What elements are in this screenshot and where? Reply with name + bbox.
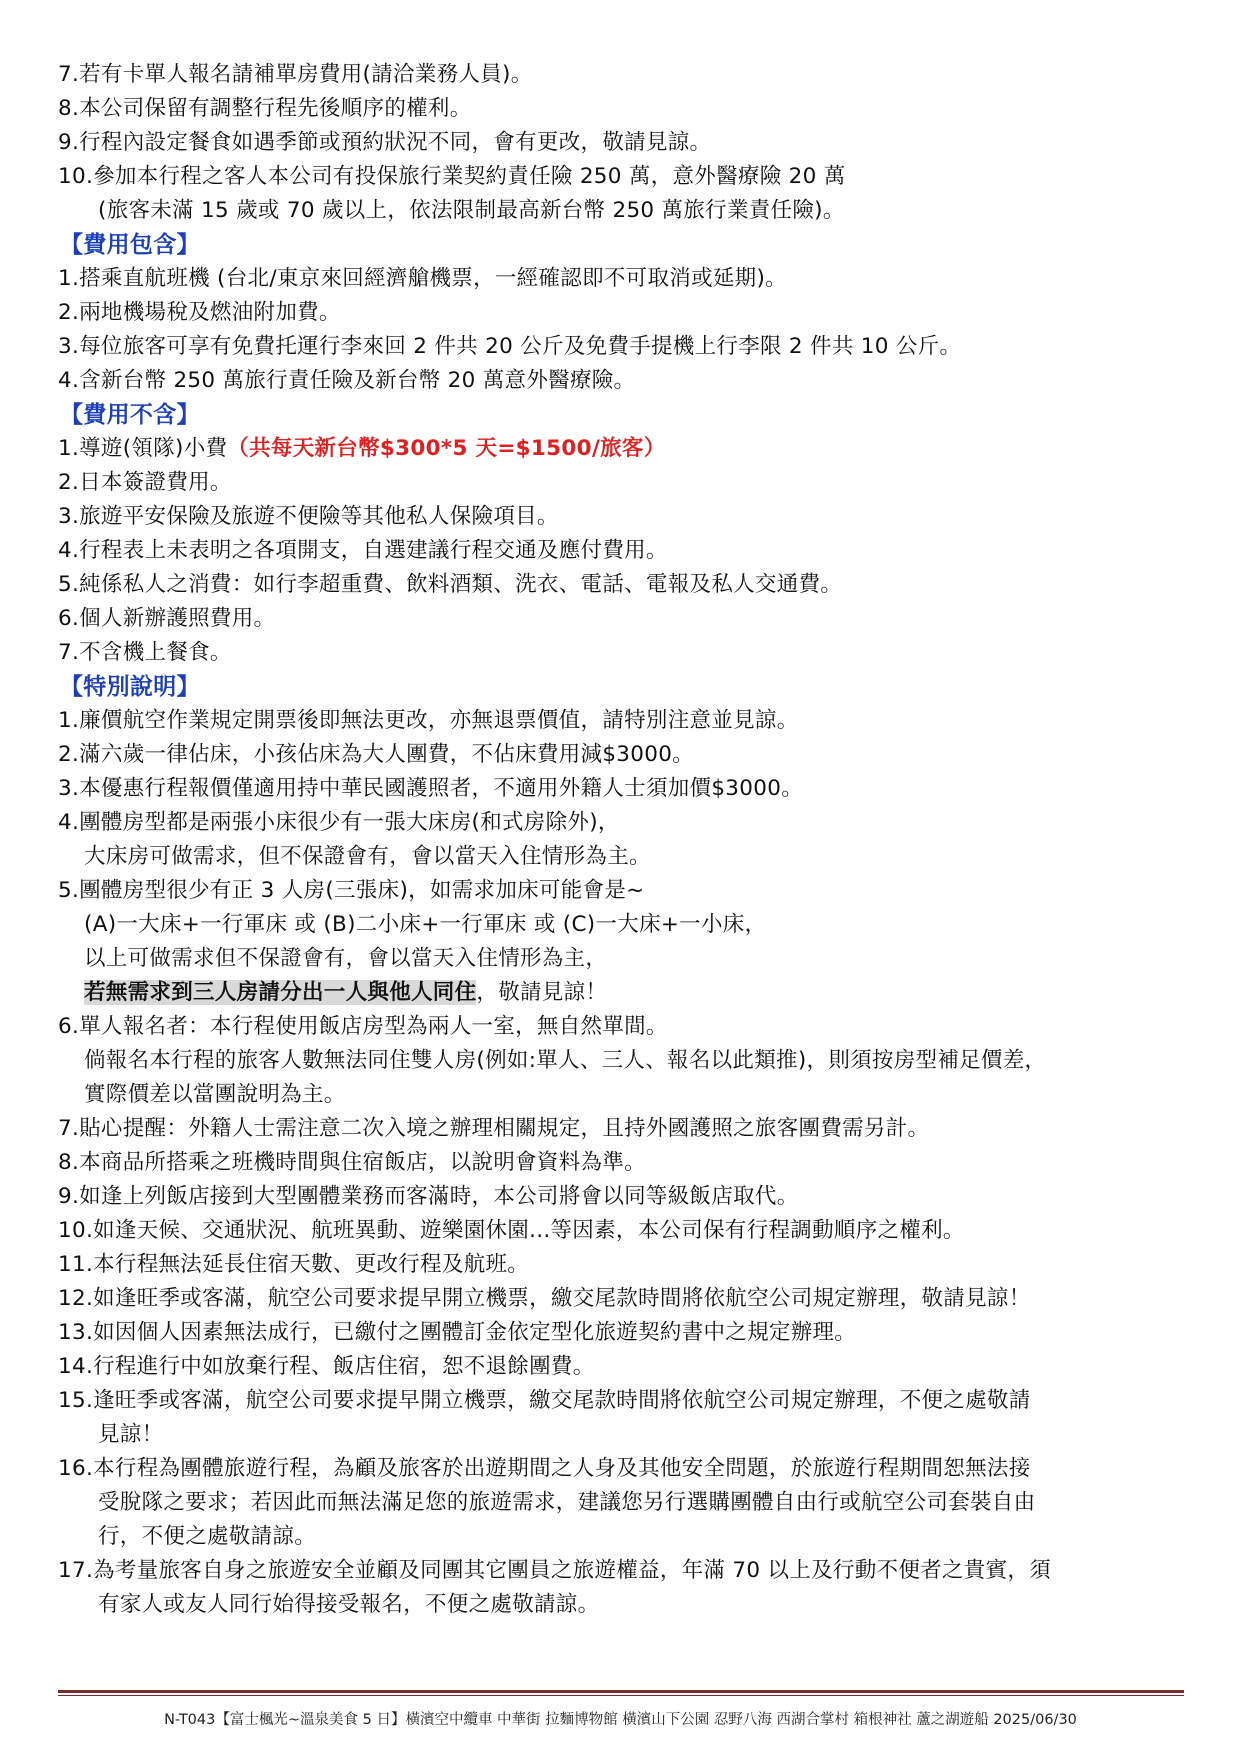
special-4-cont: 大床房可做需求，但不保證會有，會以當天入住情形為主。 (84, 844, 651, 869)
special-10: 10.如逢天候、交通狀況、航班異動、遊樂園休園...等因素，本公司保有行程調動順序之權利。 (58, 1218, 965, 1243)
note-10: 10.參加本行程之客人本公司有投保旅行業契約責任險 250 萬，意外醫療險 20 萬 (58, 164, 846, 189)
note-7: 7.若有卡單人報名請補單房費用(請洽業務人員)。 (58, 62, 533, 87)
excluded-1 (58, 432, 666, 466)
special-9: 9.如逢上列飯店接到大型團體業務而客滿時，本公司將會以同等級飯店取代。 (58, 1184, 799, 1209)
special-17-cont: 有家人或友人同行始得接受報名，不便之處敬請諒。 (98, 1592, 600, 1617)
note-8: 8.本公司保留有調整行程先後順序的權利。 (58, 96, 472, 121)
note-9: 9.行程內設定餐食如遇季節或預約狀況不同，會有更改，敬請見諒。 (58, 130, 712, 155)
special-2: 2.滿六歲一律佔床，小孩佔床為大人團費，不佔床費用減$3000。 (58, 742, 695, 767)
section-heading-included: 【費用包含】 (60, 232, 200, 258)
section-heading-excluded: 【費用不含】 (60, 402, 200, 428)
special-16-cont-1: 受脫隊之要求；若因此而無法滿足您的旅遊需求，建議您另行選購團體自由行或航空公司套裝自由 (98, 1490, 1036, 1515)
special-6: 6.單人報名者：本行程使用飯店房型為兩人一室，無自然單間。 (58, 1014, 668, 1039)
special-5: 5.團體房型很少有正 3 人房(三張床)，如需求加床可能會是~ (58, 878, 645, 903)
highlight-tail: ，敬請見諒！ (476, 980, 608, 1005)
special-7: 7.貼心提醒：外籍人士需注意二次入境之辦理相關規定，且持外國護照之旅客團費需另計。 (58, 1116, 930, 1141)
special-14: 14.行程進行中如放棄行程、飯店住宿，恕不退餘團費。 (58, 1354, 595, 1379)
excluded-4: 4.行程表上未表明之各項開支，自選建議行程交通及應付費用。 (58, 538, 668, 563)
special-3: 3.本優惠行程報價僅適用持中華民國護照者，不適用外籍人士須加價$3000。 (58, 776, 804, 801)
section-heading-special-notes: 【特別說明】 (60, 674, 200, 700)
excluded-5: 5.純係私人之消費：如行李超重費、飲料酒類、洗衣、電話、電報及私人交通費。 (58, 572, 843, 597)
excluded-6: 6.個人新辦護照費用。 (58, 606, 276, 631)
special-6-cont-1: 倘報名本行程的旅客人數無法同住雙人房(例如:單人、三人、報名以此類推)，則須按房型補足價差， (84, 1048, 1047, 1073)
included-4: 4.含新台幣 250 萬旅行責任險及新台幣 20 萬意外醫療險。 (58, 368, 636, 393)
special-15-cont: 見諒！ (98, 1422, 164, 1447)
special-15: 15.逢旺季或客滿，航空公司要求提早開立機票，繳交尾款時間將依航空公司規定辦理，不便之處敬請 (58, 1388, 1031, 1413)
excluded-2: 2.日本簽證費用。 (58, 470, 232, 495)
special-6-cont-2: 實際價差以當團說明為主。 (84, 1082, 346, 1107)
special-8: 8.本商品所搭乘之班機時間與住宿飯店，以說明會資料為準。 (58, 1150, 646, 1175)
special-12: 12.如逢旺季或客滿，航空公司要求提早開立機票，繳交尾款時間將依航空公司規定辦理，敬請見諒！ (58, 1286, 1031, 1311)
special-13: 13.如因個人因素無法成行，已繳付之團體訂金依定型化旅遊契約書中之規定辦理。 (58, 1320, 857, 1345)
note-10-cont: (旅客未滿 15 歲或 70 歲以上，依法限制最高新台幣 250 萬旅行業責任險)。 (98, 198, 845, 223)
special-5-options: (A)一大床+一行軍床 或 (B)二小床+一行軍床 或 (C)一大床+一小床， (84, 912, 767, 937)
footer-divider (58, 1690, 1184, 1693)
excluded-3: 3.旅遊平安保險及旅遊不便險等其他私人保險項目。 (58, 504, 559, 529)
tip-amount-note: （共每天新台幣$300*5 天=$1500/旅客） (227, 436, 666, 461)
special-5-highlight-line (84, 976, 607, 1010)
special-1: 1.廉價航空作業規定開票後即無法更改，亦無退票價值，請特別注意並見諒。 (58, 708, 799, 733)
special-16: 16.本行程為團體旅遊行程，為顧及旅客於出遊期間之人身及其他安全問題，於旅遊行程期間恕無法接 (58, 1456, 1031, 1481)
special-16-cont-2: 行，不便之處敬請諒。 (98, 1524, 317, 1549)
page-footer: N-T043【富士楓光~溫泉美食 5 日】橫濱空中纜車 中華街 拉麵博物館 橫濱山下公園 忍野八海 西湖合掌村 箱根神社 蘆之湖遊船 2025/06/30 (164, 1712, 1077, 1728)
included-2: 2.兩地機場稅及燃油附加費。 (58, 300, 341, 325)
included-1: 1.搭乘直航班機 (台北/東京來回經濟艙機票，一經確認即不可取消或延期)。 (58, 266, 787, 291)
special-17: 17.為考量旅客自身之旅遊安全並顧及同團其它團員之旅遊權益，年滿 70 以上及行動不便者之貴賓，須 (58, 1558, 1051, 1583)
special-5-cont: 以上可做需求但不保證會有，會以當天入住情形為主， (84, 946, 608, 971)
excluded-7: 7.不含機上餐食。 (58, 640, 232, 665)
included-3: 3.每位旅客可享有免費托運行李來回 2 件共 20 公斤及免費手提機上行李限 2 件共 10 公斤。 (58, 334, 962, 359)
special-11: 11.本行程無法延長住宿天數、更改行程及航班。 (58, 1252, 530, 1277)
footer-divider-thin (58, 1695, 1184, 1696)
highlighted-notice: 若無需求到三人房請分出一人與他人同住 (84, 980, 477, 1005)
excluded-1-text: 1.導遊(領隊)小費 (58, 436, 228, 461)
special-4: 4.團體房型都是兩張小床很少有一張大床房(和式房除外)， (58, 810, 620, 835)
